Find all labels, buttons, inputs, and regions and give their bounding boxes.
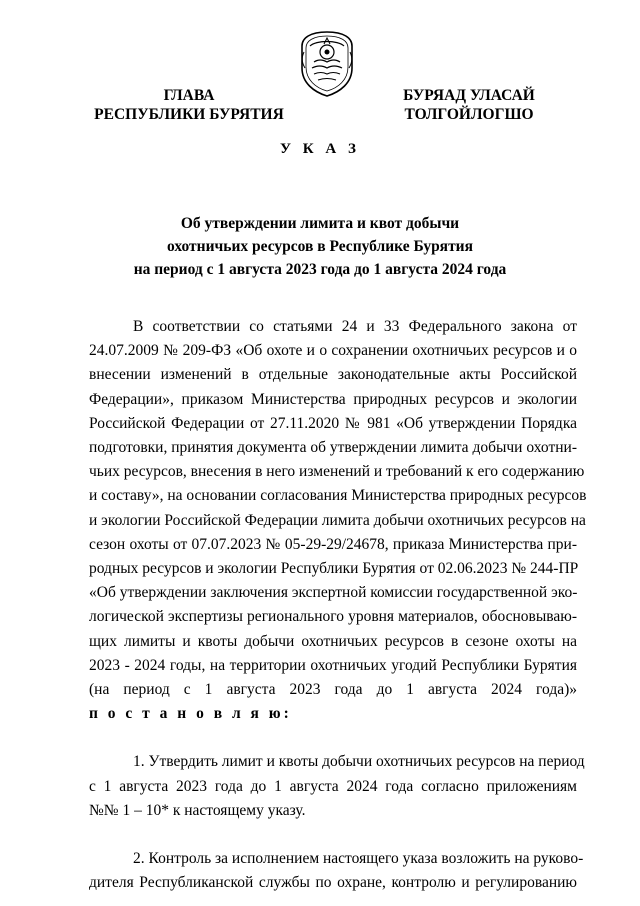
item-2-line: дителя Республиканской службы по охране, контролю и регулированию (89, 874, 577, 892)
preamble-line: и составу», на основании согласования Министерства природных ресурсов (89, 487, 587, 505)
preamble-line: Федерации», приказом Министерства природных ресурсов и экологии (89, 390, 577, 408)
header-left-line1: ГЛАВА (163, 87, 215, 104)
title-line: Об утверждении лимита и квот добычи (180, 215, 460, 232)
preamble-line: и экологии Российской Федерации лимита добычи охотничьих ресурсов на (89, 511, 586, 529)
preamble-line: Российской Федерации от 27.11.2020 № 981 «Об утверждении Порядка (89, 414, 577, 432)
item-1-line: №№ 1 – 10* к настоящему указу. (89, 801, 306, 819)
document-title (60, 212, 580, 281)
preamble-line: чьих ресурсов, внесения в него изменений и требований к его содержанию (89, 463, 585, 481)
item-1-paragraph (89, 750, 585, 823)
preamble-line: 24.07.2009 № 209-ФЗ «Об охоте и о сохранении охотничьих ресурсов и о (89, 342, 577, 360)
preamble-line: щих лимиты и квоты добычи охотничьих ресурсов в сезоне охоты на (89, 632, 577, 650)
title-line: на период с 1 августа 2023 года до 1 августа 2024 года (133, 261, 507, 278)
document-body (89, 315, 587, 895)
document-type: У К А З (280, 141, 360, 157)
preamble-line: родных ресурсов и экологии Республики Бурятия от 02.06.2023 № 244-ПР (89, 560, 579, 578)
item-1-line: 1. Утвердить лимит и квоты добычи охотничьих ресурсов на период (133, 753, 585, 771)
preamble-line: логической экспертизы регионального уровня материалов, обосновываю- (89, 608, 577, 626)
header-right-line1: БУРЯАД УЛАСАЙ (403, 87, 535, 104)
item-2-line: 2. Контроль за исполнением настоящего указа возложить на руково- (133, 850, 584, 868)
preamble-line: 2023 - 2024 годы, на территории охотничьих угодий Республики Бурятия (89, 656, 577, 674)
preamble-line: В соответствии со статьями 24 и 33 Федерального закона от (133, 318, 577, 335)
preamble-line: внесении изменений в отдельные законодательные акты Российской (89, 366, 577, 384)
preamble-line: сезон охоты от 07.07.2023 № 05-29-29/24678, приказа Министерства при- (89, 535, 577, 553)
preamble-line: «Об утверждении заключения экспертной комиссии государственной эко- (89, 584, 578, 602)
title-line: охотничьих ресурсов в Республике Бурятия (166, 238, 474, 255)
coat-of-arms-icon (296, 28, 358, 98)
header-right-line2: ТОЛГОЙЛОГШО (404, 106, 534, 123)
preamble-line: (на период с 1 августа 2023 года до 1 августа 2024 года)» (89, 681, 577, 699)
preamble-line: подготовки, принятия документа об утверждении лимита добычи охотни- (89, 439, 577, 457)
resolve-word: п о с т а н о в л я ю: (89, 705, 292, 723)
header-left (80, 86, 298, 124)
preamble-paragraph (89, 315, 587, 726)
item-2-paragraph (89, 847, 584, 895)
header-left-line2: РЕСПУБЛИКИ БУРЯТИЯ (94, 106, 284, 123)
item-1-line: с 1 августа 2023 года до 1 августа 2024 года согласно приложениям (89, 777, 577, 795)
header-right (360, 86, 578, 124)
